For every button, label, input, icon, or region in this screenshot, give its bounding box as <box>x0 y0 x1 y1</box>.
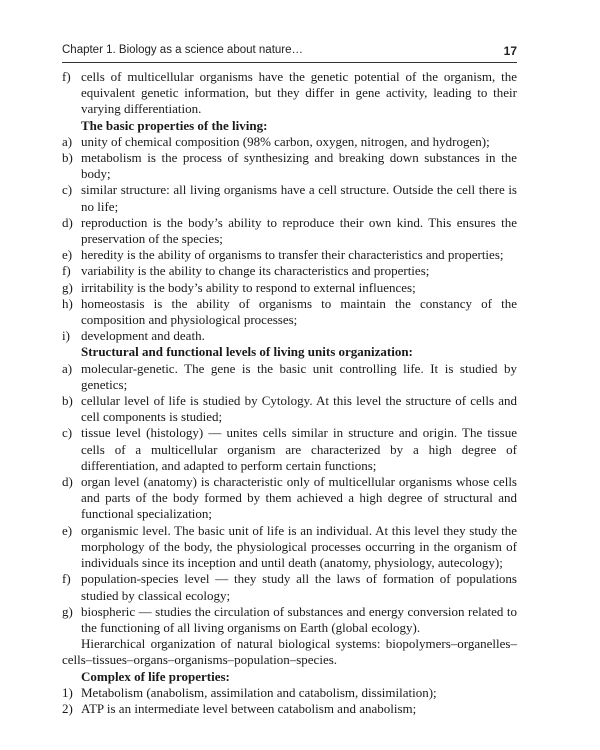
item-text: Metabolism (anabolism, assimilation and catabolism, dissimilation); <box>81 684 437 700</box>
list-item <box>62 263 517 279</box>
running-header <box>62 44 517 56</box>
item-text: organismic level. The basic unit of life is an individual. At this level they study the morphology of the body, the physiological processes occurring in the organism of individuals since its inception and until death (anatomy, physiology, autecology); <box>81 522 517 571</box>
list-item <box>62 685 517 701</box>
item-marker: d) <box>62 214 73 230</box>
page-body <box>62 69 517 717</box>
complex-properties-list <box>62 685 517 717</box>
list-item <box>62 182 517 214</box>
list-item <box>62 523 517 572</box>
list-item <box>62 328 517 344</box>
list-item <box>62 296 517 328</box>
header-rule <box>62 62 517 63</box>
item-text: heredity is the ability of organisms to transfer their characteristics and properties; <box>81 247 504 263</box>
organization-levels-list <box>62 361 517 636</box>
section-heading-complex-properties: Complex of life properties: <box>81 668 230 684</box>
page-number: 17 <box>503 44 517 58</box>
item-text: variability is the ability to change its characteristics and properties; <box>81 263 430 279</box>
list-item <box>62 701 517 717</box>
hierarchy-paragraph: Hierarchical organization of natural biological systems: biopolymers–organelles–cells–tissues–organs–organisms–population–species. <box>62 636 517 668</box>
item-text: cells of multicellular organisms have the genetic potential of the organism, the equivalent genetic information, but they differ in gene activity, leading to their varying differentiation. <box>81 69 517 117</box>
item-marker: b) <box>62 150 73 166</box>
basic-properties-list <box>62 134 517 345</box>
item-text: development and death. <box>81 328 205 344</box>
item-text: tissue level (histology) — unites cells similar in structure and origin. The tissue cells of a multicellular organism are characterized by a high degree of differentiation, and adapted to perform certain functions; <box>81 425 517 473</box>
list-item <box>62 150 517 182</box>
item-marker: b) <box>62 393 73 409</box>
item-marker: h) <box>62 295 73 311</box>
list-item <box>62 361 517 393</box>
item-text: metabolism is the process of synthesizing and breaking down substances in the body; <box>81 150 517 182</box>
list-item <box>62 474 517 523</box>
item-text: irritability is the body’s ability to respond to external influences; <box>81 279 416 295</box>
list-item <box>62 393 517 425</box>
item-text: molecular-genetic. The gene is the basic unit controlling life. It is studied by genetics; <box>81 360 517 392</box>
item-marker: g) <box>62 603 73 619</box>
list-item <box>62 571 517 603</box>
item-marker: e) <box>62 522 73 538</box>
item-text: population-species level — they study all the laws of formation of populations studied by classical ecology; <box>81 571 517 603</box>
section-heading-organization-levels: Structural and functional levels of living units organization: <box>81 344 413 360</box>
item-marker: g) <box>62 279 73 295</box>
item-marker: d) <box>62 474 73 490</box>
item-text: ATP is an intermediate level between catabolism and anabolism; <box>81 700 417 716</box>
running-title: Chapter 1. Biology as a science about nature… <box>62 44 304 56</box>
item-marker: 1) <box>62 684 73 700</box>
list-item <box>62 215 517 247</box>
list-item <box>62 280 517 296</box>
list-item <box>62 247 517 263</box>
item-text: unity of chemical composition (98% carbon, oxygen, nitrogen, and hydrogen); <box>81 133 490 149</box>
item-text: homeostasis is the ability of organisms to maintain the constancy of the composition and physiological processes; <box>81 295 517 328</box>
item-text: similar structure: all living organisms have a cell structure. Outside the cell there is no life; <box>81 182 517 214</box>
item-marker: a) <box>62 133 73 149</box>
intro-list-item <box>62 69 517 118</box>
item-marker: c) <box>62 425 73 441</box>
section-heading-basic-properties: The basic properties of the living: <box>81 117 268 133</box>
item-marker: f) <box>62 69 71 84</box>
item-text: reproduction is the body’s ability to reproduce their own kind. This ensures the preservation of the species; <box>81 214 517 247</box>
list-item <box>62 604 517 636</box>
item-text: cellular level of life is studied by Cytology. At this level the structure of cells and cell components is studied; <box>81 393 517 425</box>
item-marker: 2) <box>62 700 73 716</box>
item-marker: e) <box>62 247 73 263</box>
item-marker: f) <box>62 571 71 587</box>
item-text: biospheric — studies the circulation of substances and energy conversion related to the functioning of all living organisms on Earth (global ecology). <box>81 603 517 635</box>
list-item <box>62 425 517 474</box>
list-item <box>62 134 517 150</box>
item-marker: a) <box>62 360 73 376</box>
item-marker: c) <box>62 182 73 198</box>
item-text: organ level (anatomy) is characteristic only of multicellular organisms whose cells and parts of the body formed by them achieved a high degree of structural and functional specialization; <box>81 474 517 522</box>
item-marker: f) <box>62 263 71 279</box>
item-marker: i) <box>62 328 70 344</box>
